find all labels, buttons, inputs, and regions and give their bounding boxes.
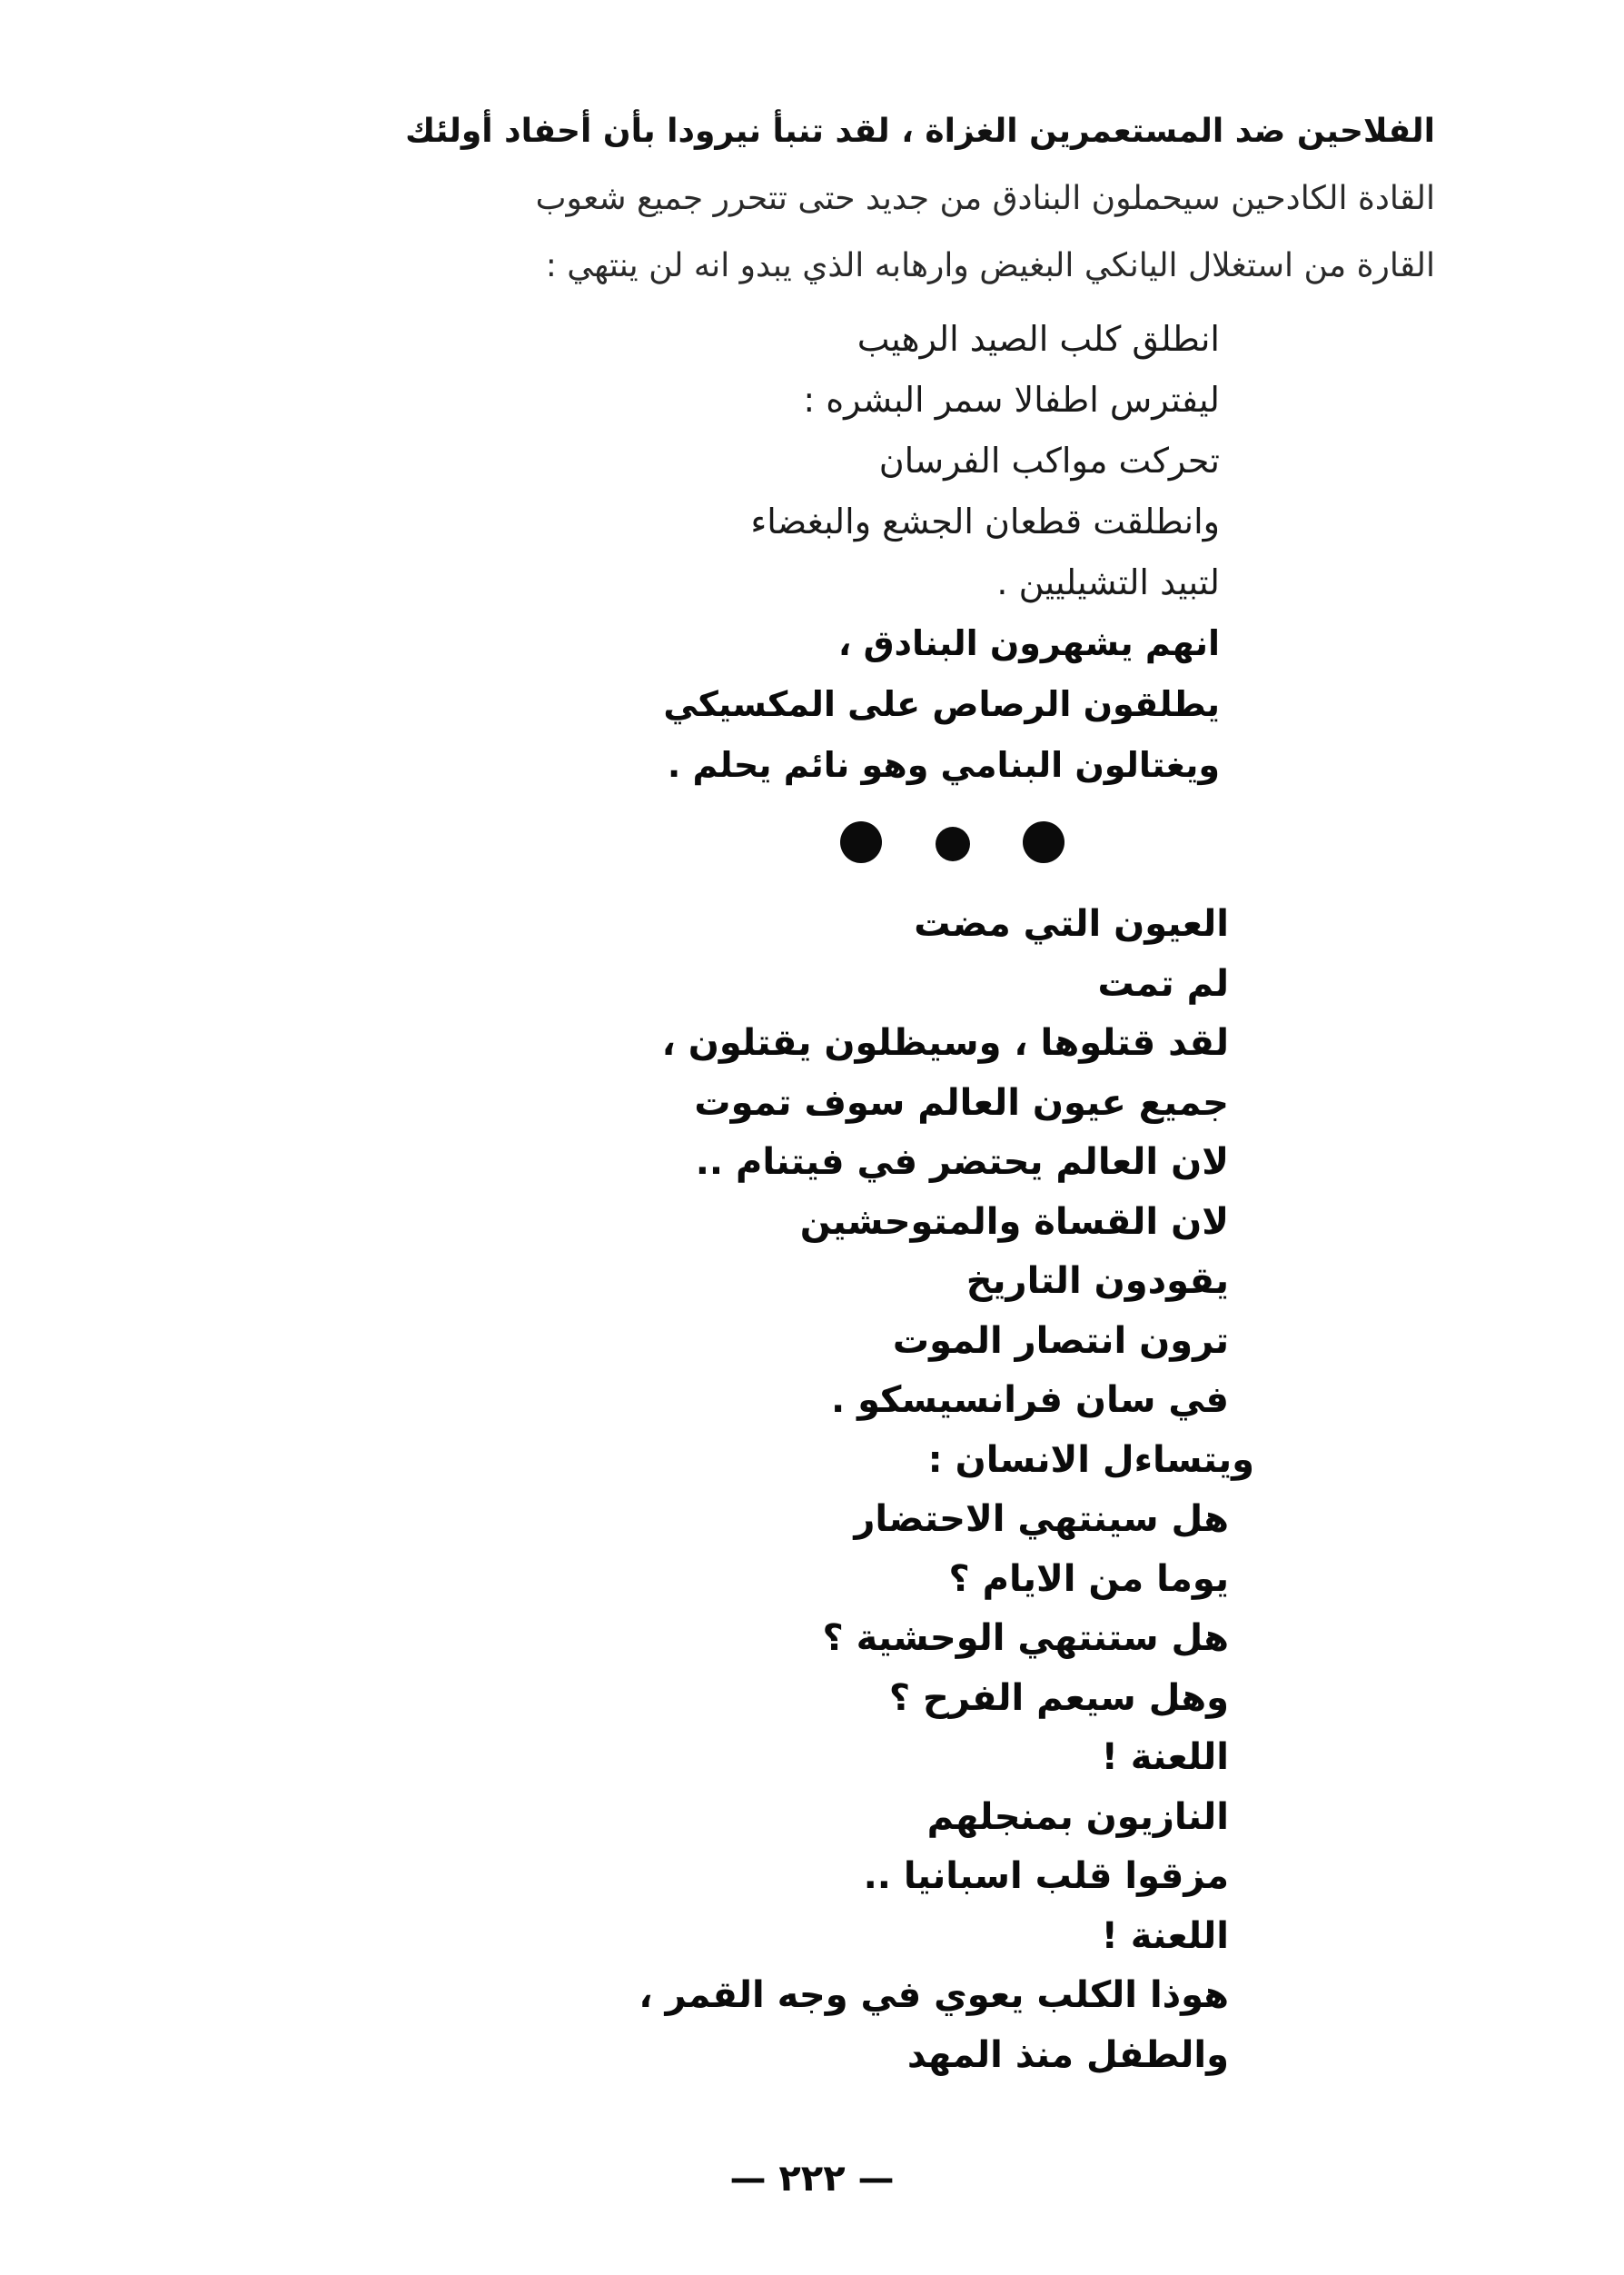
poem-line: يطلقون الرصاص على المكسيكي xyxy=(663,684,1220,724)
poem-line: يقودون التاريخ xyxy=(965,1260,1229,1302)
stanza-separator xyxy=(0,818,1624,872)
intro-line: القادة الكادحين سيحملون البنادق من جديد حتى تتحرر جميع شعوب xyxy=(535,180,1435,217)
poem-line: لم تمت xyxy=(1097,962,1229,1005)
poem-line: اللعنة ! xyxy=(1101,1914,1229,1957)
poem-line: العيون التي مضت xyxy=(914,903,1229,945)
poem-line: هل سينتهي الاحتضار xyxy=(854,1498,1229,1540)
poem-line: انهم يشهرون البنادق ، xyxy=(837,623,1220,663)
intro-line: الفلاحين ضد المستعمرين الغزاة ، لقد تنبأ نيرودا بأن أحفاد أولئك xyxy=(405,113,1435,150)
poem-line: لقد قتلوها ، وسيظلون يقتلون ، xyxy=(661,1022,1229,1064)
poem-line: اللعنة ! xyxy=(1101,1736,1229,1778)
poem-line: والطفل منذ المهد xyxy=(906,2033,1229,2076)
poem-line: انطلق كلب الصيد الرهيب xyxy=(857,319,1220,359)
separator-dot xyxy=(1023,821,1065,863)
poem-line: جميع عيون العالم سوف تموت xyxy=(694,1081,1229,1124)
poem-line: لان القساة والمتوحشين xyxy=(799,1200,1229,1243)
poem-line: مزقوا قلب اسبانيا .. xyxy=(863,1855,1229,1897)
intro-line: القارة من استغلال اليانكي البغيض وارهابه الذي يبدو انه لن ينتهي : xyxy=(545,247,1435,284)
poem-line: هل ستنتهي الوحشية ؟ xyxy=(822,1617,1229,1659)
poem-line: وانطلقت قطعان الجشع والبغضاء xyxy=(750,502,1220,541)
poem-line: ويغتالون البنامي وهو نائم يحلم . xyxy=(667,745,1220,785)
poem-line: لان العالم يحتضر في فيتنام .. xyxy=(695,1141,1229,1183)
poem-line: لتبيد التشيليين . xyxy=(996,562,1220,602)
poem-line: يوما من الايام ؟ xyxy=(948,1557,1229,1600)
poem-stanza-1 xyxy=(402,309,1220,796)
separator-dot xyxy=(840,821,882,863)
poem-line: في سان فرانسيسكو . xyxy=(830,1379,1229,1421)
poem-line: تحركت مواكب الفرسان xyxy=(878,441,1220,481)
poem-line: وهل سيعم الفرح ؟ xyxy=(888,1676,1229,1719)
poem-line: النازيون بمنجلهم xyxy=(926,1795,1229,1838)
poem-stanza-2 xyxy=(230,895,1254,2085)
poem-line: ليفترس اطفالا سمر البشره : xyxy=(803,380,1220,420)
poem-line: ترون انتصار الموت xyxy=(892,1319,1229,1362)
intro-paragraph xyxy=(218,98,1435,300)
separator-dot xyxy=(936,827,970,861)
poem-line: ويتساءل الانسان : xyxy=(927,1438,1254,1481)
poem-line: هوذا الكلب يعوي في وجه القمر ، xyxy=(639,1974,1229,2016)
page-number: — ٢٢٢ — xyxy=(729,2158,895,2200)
